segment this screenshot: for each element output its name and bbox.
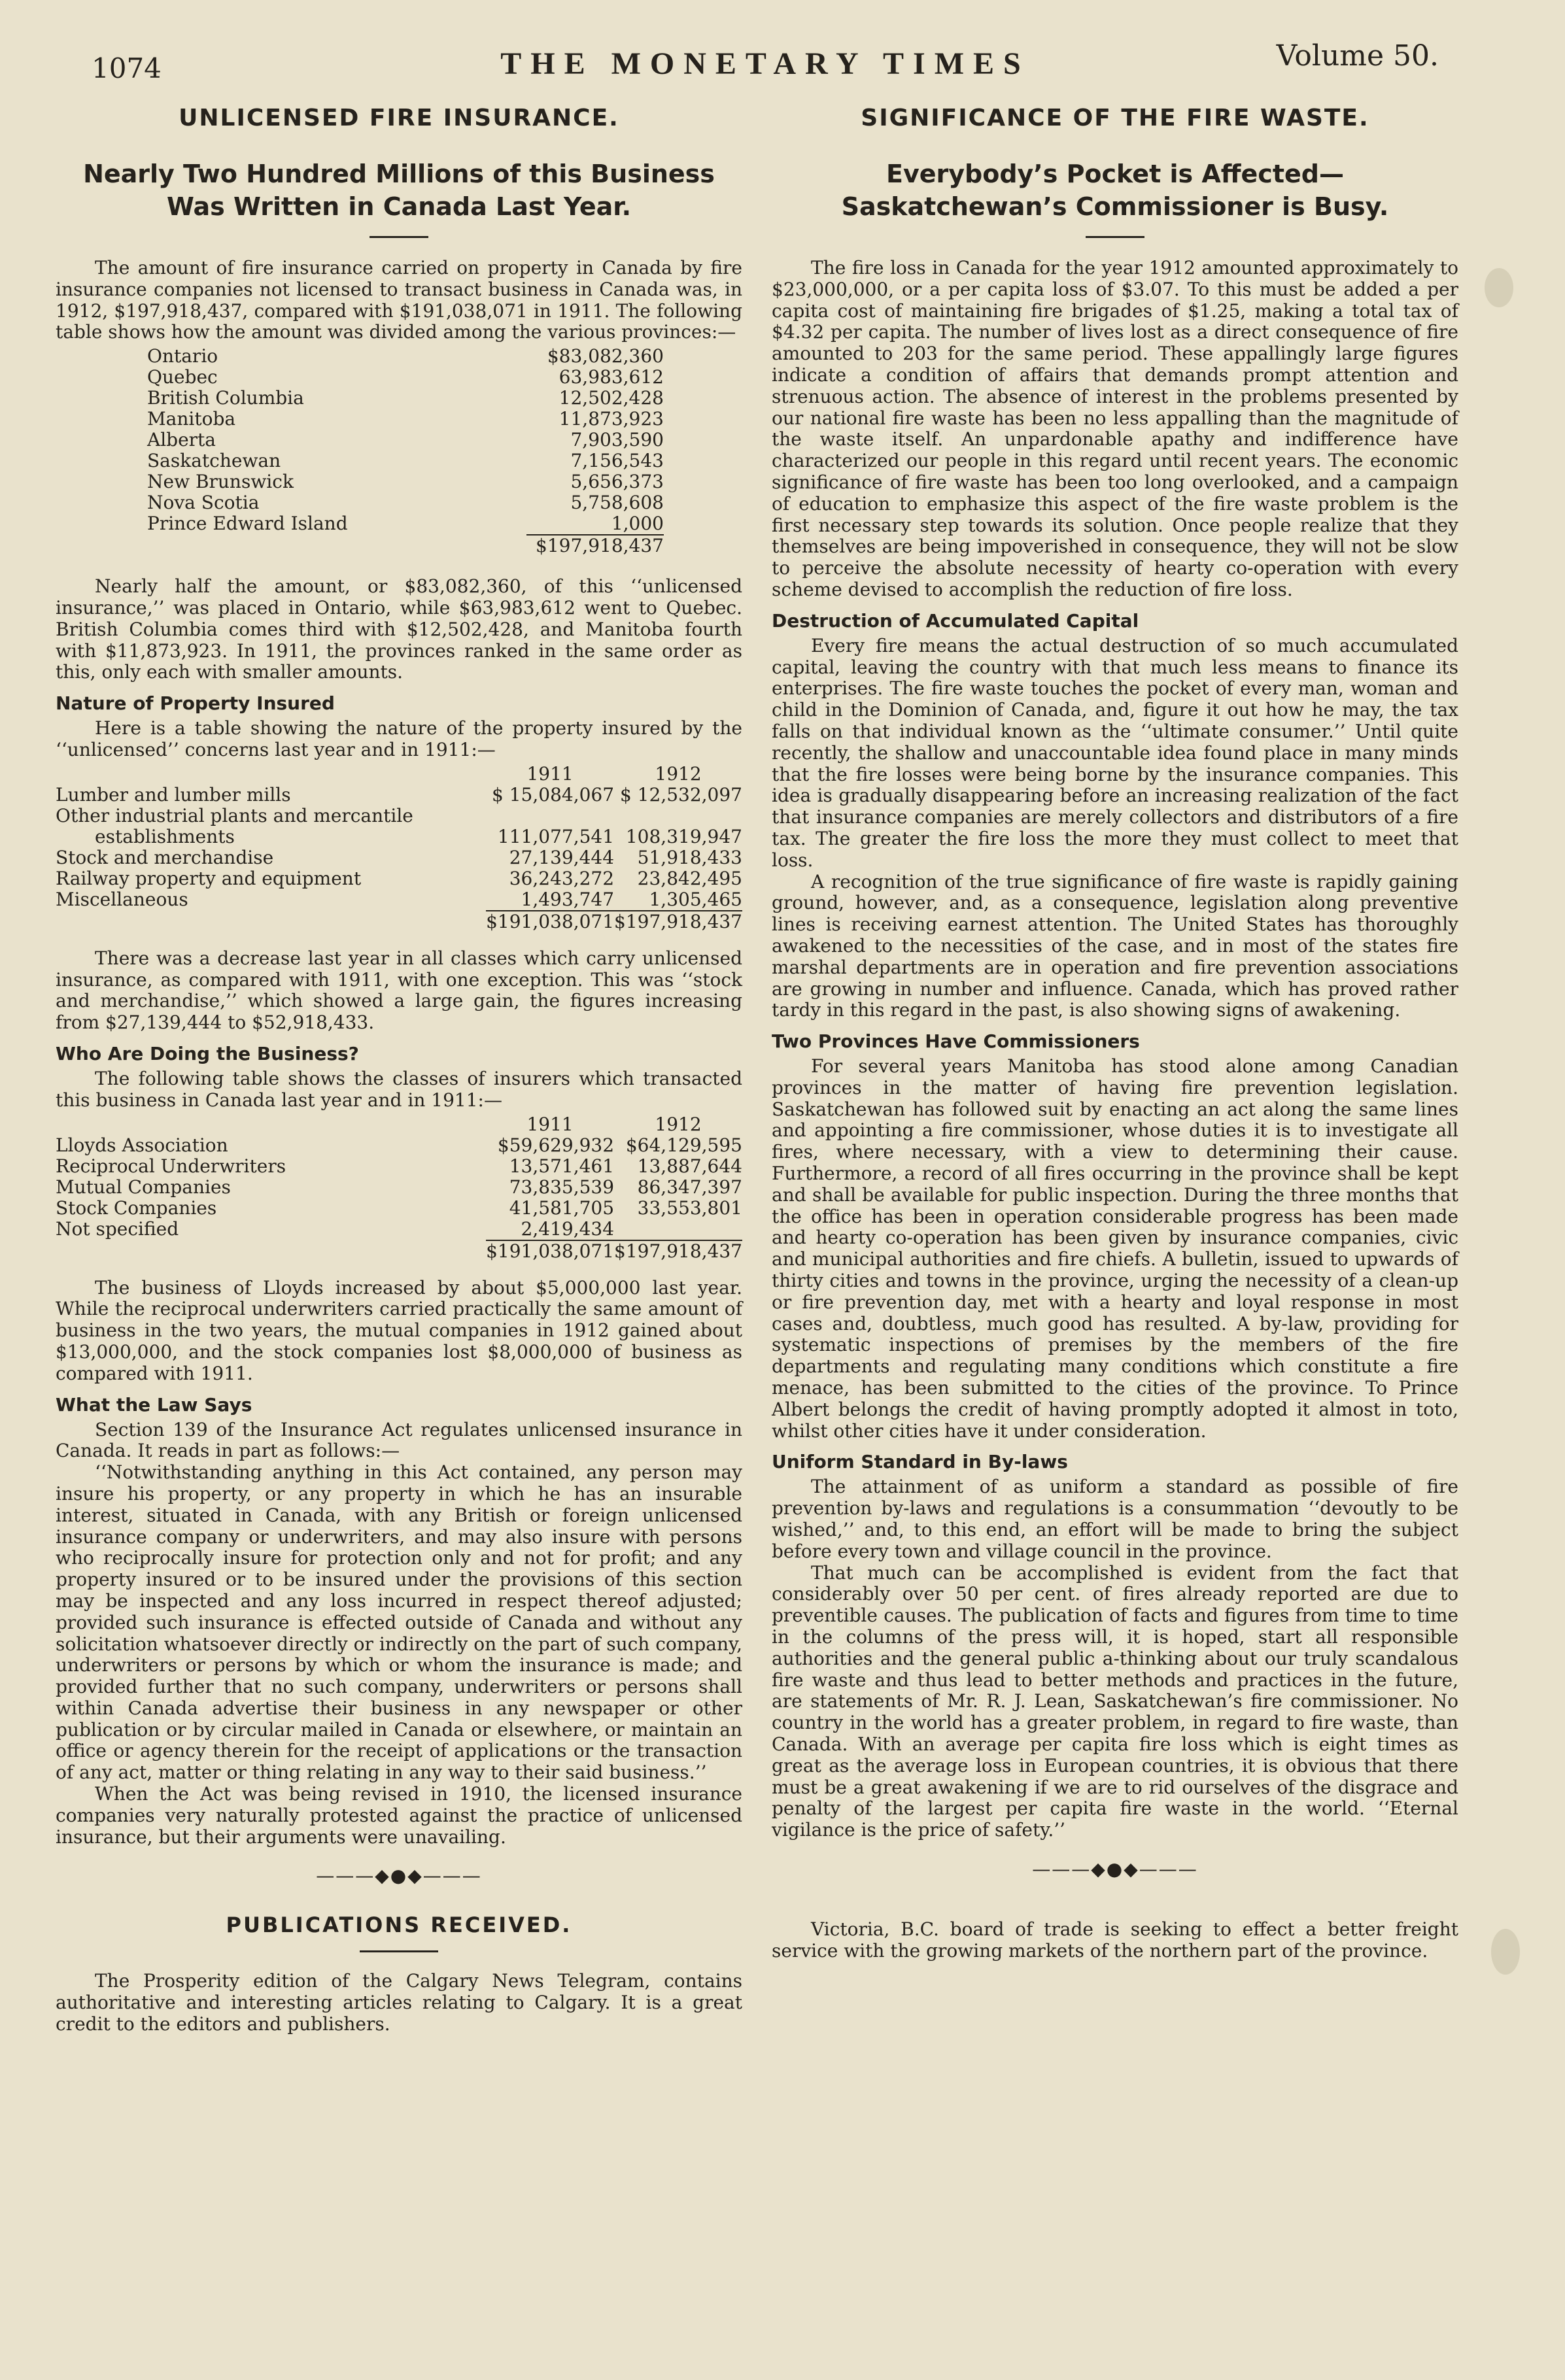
paragraph: The business of Lloyds increased by about $5,000,000 last year. While the reciprocal underwriters carried practically the same amount of business in the two years, the mutual companies in 1912 gained about $13,000,000, and the stock companies lost $8,000,000 of business as compared with 1911.: [56, 1276, 742, 1384]
paper-stain: [1485, 268, 1513, 307]
province-amount: $83,082,360: [547, 345, 664, 367]
property-type: Miscellaneous: [56, 888, 188, 910]
table-row: [56, 1177, 742, 1198]
table-row: [147, 471, 664, 492]
value-1911: 1,493,747: [521, 888, 615, 910]
paragraph: There was a decrease last year in all classes which carry unlicensed insurance, as compared with 1911, with one exception. This was ‘‘stock and merchandise,’’ which showed a large gain, the figures increasing from $27,139,444 to $52,918,433.: [56, 947, 742, 1034]
value-1911: 2,419,434: [521, 1217, 615, 1240]
article-headline: Nearly Two Hundred Millions of this Business Was Written in Canada Last Year.: [83, 160, 715, 221]
paragraph: Victoria, B.C. board of trade is seeking to effect a better freight service with the growing markets of the northern part of the province.: [772, 1918, 1458, 1962]
province-amount: 12,502,428: [559, 387, 664, 409]
section-heading: Nature of Property Insured: [56, 692, 335, 715]
property-type: Stock and merchandise: [56, 846, 274, 868]
table-row: [56, 785, 742, 806]
value-1911: 111,077,541: [497, 825, 615, 847]
section-heading: Who Are Doing the Business?: [56, 1042, 359, 1064]
province-amount: 11,873,923: [559, 408, 664, 430]
value-1912: $64,129,595: [625, 1134, 742, 1156]
value-1912: 23,842,495: [637, 867, 742, 889]
year-header: 1911: [526, 762, 574, 785]
value-1912: [614, 1219, 742, 1240]
page-number: 1074: [92, 52, 162, 84]
section-heading: Destruction of Accumulated Capital: [772, 609, 1139, 632]
table-row: [147, 513, 664, 535]
province-name: Nova Scotia: [147, 492, 260, 514]
nature-total-1911: $191,038,071: [486, 910, 615, 932]
paragraph: A recognition of the true significance of fire waste is rapidly gaining ground, however, and, as a consequence, legislation along preventive lines is receiving earnest attention. The United States has thoroughly awakened to the necessities of the case, and in most of the states fire marshal departments are in operation and fire prevention associations are growing in number and influence. Canada, which has proved rather tardy in this regard in the past, is also showing signs of awakening.: [772, 870, 1458, 1021]
value-1912: 86,347,397: [637, 1176, 742, 1198]
province-amount: 5,656,373: [570, 471, 664, 493]
provinces-table: [147, 346, 664, 556]
paragraph: The attainment of as uniform a standard as possible of fire prevention by-laws and regulations is a consummation ‘‘devoutly to be wished,’’ and, to this end, an effort will be made to bring the subject before every town and village council in the province.: [772, 1476, 1458, 1562]
insurer-class: Reciprocal Underwriters: [56, 1155, 286, 1177]
province-name: Manitoba: [147, 408, 236, 430]
journal-title: THE MONETARY TIMES: [500, 46, 1030, 81]
table-row: [147, 346, 664, 367]
year-header: 1912: [655, 762, 702, 785]
paragraph: Nearly half the amount, or $83,082,360, of this ‘‘unlicensed insurance,’’ was placed in Ontario, while $63,983,612 went to Quebec. British Columbia comes third with $12,502,428, and Manitoba fourth with $11,873,923. In 1911, the provinces ranked in the same order as this, only each with smaller amounts.: [56, 575, 742, 683]
paragraph: That much can be accomplished is evident from the fact that considerably over 50 per cent. of fires already reported are due to preventible causes. The publication of facts and figures from time to time in the columns of the press will, it is hoped, start all responsible authorities and the general public a-thinking about our truly scandalous fire waste and thus lead to better methods and practices in the future, are statements of Mr. R. J. Lean, Saskatchewan’s fire commissioner. No country in the world has a greater problem, in regard to fire waste, than Canada. With an average per capita fire loss which is eight times as great as the average loss in European countries, it is obvious that there must be a great awakening if we are to rid ourselves of the disgrace and penalty of the largest per capita fire waste in the world. ‘‘Eternal vigilance is the price of safety.’’: [772, 1561, 1458, 1841]
province-name: British Columbia: [147, 387, 304, 409]
insurer-class: Mutual Companies: [56, 1176, 231, 1198]
ornament-divider: ———◆●◆———: [1032, 1858, 1198, 1880]
year-header: 1912: [655, 1113, 702, 1135]
province-amount: 1,000: [611, 513, 664, 535]
value-1911: $59,629,932: [497, 1134, 615, 1156]
province-name: Saskatchewan: [147, 450, 281, 472]
article-section-title: SIGNIFICANCE OF THE FIRE WASTE.: [861, 105, 1369, 131]
table-row: [147, 409, 664, 430]
table-row: [147, 492, 664, 513]
province-amount: 63,983,612: [559, 366, 664, 388]
paragraph: Section 139 of the Insurance Act regulates unlicensed insurance in Canada. It reads in part as follows:—: [56, 1418, 742, 1462]
divider: [1086, 236, 1144, 238]
province-amount: 5,758,608: [570, 492, 664, 514]
value-1912: 1,305,465: [649, 888, 742, 910]
paragraph: The Prosperity edition of the Calgary News Telegram, contains authoritative and interesting articles relating to Calgary. It is a great credit to the editors and publishers.: [56, 1970, 742, 2035]
insurer-class: Lloyds Association: [56, 1134, 228, 1156]
year-header: 1911: [526, 1113, 574, 1135]
table-row: [56, 847, 742, 868]
table-row: [56, 1156, 742, 1177]
nature-total-1912: $197,918,437: [614, 910, 742, 932]
nature-table: [56, 764, 742, 932]
ornament-divider: ———◆●◆———: [316, 1865, 482, 1887]
table-row: [147, 388, 664, 409]
provinces-total: $197,918,437: [526, 535, 664, 556]
property-type: Other industrial plants and mercantile: [56, 804, 413, 826]
section-heading: Uniform Standard in By-laws: [772, 1451, 1068, 1473]
paragraph: Here is a table showing the nature of the property insured by the ‘‘unlicensed’’ concerns last year and in 1911:—: [56, 717, 742, 760]
page-header: [92, 39, 1439, 85]
volume-label: Volume 50.: [1276, 39, 1439, 73]
insurer-class: Stock Companies: [56, 1197, 217, 1219]
value-1912: 108,319,947: [625, 825, 742, 847]
paragraph: Every fire means the actual destruction of so much accumulated capital, leaving the country with that much less means to finance its enterprises. The fire waste touches the pocket of every man, woman and child in the Dominion of Canada, and, figure it out how he may, the tax falls on that individual known as the ‘‘ultimate consumer.’’ Until quite recently, the shallow and unaccountable idea found place in many minds that the fire losses were being borne by the insurance companies. This idea is gradually disappearing before an increasing realization of the fact that insurance companies are merely collectors and distributors of a fire tax. The greater the fire loss the more they must collect to meet that loss.: [772, 634, 1458, 871]
value-1912: 33,553,801: [637, 1197, 742, 1219]
value-1912: 51,918,433: [637, 846, 742, 868]
province-amount: 7,156,543: [570, 450, 664, 472]
value-1911: 73,835,539: [509, 1176, 615, 1198]
section-heading: Two Provinces Have Commissioners: [772, 1030, 1140, 1053]
paragraph: The amount of fire insurance carried on property in Canada by fire insurance companies not licensed to transact business in Canada was, in 1912, $197,918,437, compared with $191,038,071 in 1911. The following table shows how the amount was divided among the various provinces:—: [56, 257, 742, 343]
province-name: Prince Edward Island: [147, 513, 348, 535]
property-type: establishments: [95, 825, 235, 847]
province-name: Ontario: [147, 345, 218, 367]
province-name: Alberta: [147, 429, 216, 451]
article-headline: Everybody’s Pocket is Affected—Saskatchewan’s Commissioner is Busy.: [841, 160, 1389, 221]
insurers-table: [56, 1114, 742, 1262]
article-section-title: UNLICENSED FIRE INSURANCE.: [179, 105, 619, 131]
property-type: Railway property and equipment: [56, 867, 362, 889]
table-row: [56, 1135, 742, 1156]
insurers-total-1911: $191,038,071: [486, 1240, 615, 1262]
publications-title: PUBLICATIONS RECEIVED.: [226, 1912, 572, 1938]
value-1911: $ 15,084,067: [492, 783, 615, 806]
table-row: [147, 430, 664, 450]
paragraph: The following table shows the classes of insurers which transacted this business in Canada last year and in 1911:—: [56, 1067, 742, 1111]
insurer-class: Not specified: [56, 1217, 179, 1240]
value-1912: 13,887,644: [637, 1155, 742, 1177]
divider: [360, 1950, 438, 1952]
value-1911: 41,581,705: [509, 1197, 615, 1219]
paragraph: When the Act was being revised in 1910, the licensed insurance companies very naturally protested against the practice of unlicensed insurance, but their arguments were unavailing.: [56, 1783, 742, 1848]
value-1912: [614, 806, 742, 826]
paragraph: The fire loss in Canada for the year 1912 amounted approximately to $23,000,000, or a per capita loss of $3.07. To this must be added a per capita cost of maintaining fire brigades of $1.25, making a total tax of $4.32 per capita. The number of lives lost as a direct consequence of fire amounted to 203 for the same period. These appallingly large figures indicate a condition of affairs that demands prompt attention and strenuous action. The absence of interest in the problems presented by our national fire waste has been no less appalling than the magnitude of the waste itself. An unpardonable apathy and indifference have characterized our people in this regard until recent years. The economic significance of fire waste has been too long overlooked, and a campaign of education to emphasize this aspect of the fire waste problem is the first necessary step towards its solution. Once people realize that they themselves are being impoverished in consequence, they will not be slow to perceive the absolute necessity of hearty co-operation with every scheme devised to accomplish the reduction of fire loss.: [772, 257, 1458, 600]
table-row: [56, 889, 742, 911]
paragraph: For several years Manitoba has stood alone among Canadian provinces in the matter of having fire prevention legislation. Saskatchewan has followed suit by enacting an act along the same lines and appointing a fire commissioner, whose duties it is to investigate all fires, where necessary, with a view to determining their cause. Furthermore, a record of all fires occurring in the province shall be kept and shall be available for public inspection. During the three months that the office has been in operation considerable progress has been made and hearty co-operation has been given by insurance companies, civic and municipal authorities and fire chiefs. A bulletin, issued to upwards of thirty cities and towns in the province, urging the necessity of a clean-up or fire prevention day, met with a hearty and loyal response in most cases and, doubtless, much good has resulted. A by-law, providing for systematic inspections of premises by the members of the fire departments and regulating many conditions which constitute a fire menace, has been submitted to the cities of the province. To Prince Albert belongs the credit of having promptly adopted it almost in toto, whilst other cities have it under consideration.: [772, 1055, 1458, 1442]
table-row: [56, 868, 742, 889]
table-row: [147, 450, 664, 471]
quoted-law: ‘‘Notwithstanding anything in this Act contained, any person may insure his property, or any property in which he has an insurable interest, situated in Canada, with any British or foreign unlicensed insurance company or underwriters, and may also insure with persons who reciprocally insure for protection only and not for profit; and any property insured or to be insured under the provisions of this section may be inspected and any loss incurred in respect thereof adjusted; provided such insurance is effected outside of Canada and without any solicitation whatsoever directly or indirectly on the part of such company, underwriters or persons by which or whom the insurance is made; and provided further that no such company, underwriters or persons shall within Canada advertise their business in any newspaper or other publication or by circular mailed in Canada or elsewhere, or maintain an office or agency therein for the receipt of applications or the transaction of any act, matter or thing relating in any way to their said business.’’: [56, 1461, 742, 1784]
table-row: [56, 1219, 742, 1240]
value-1911: 27,139,444: [509, 846, 615, 868]
province-amount: 7,903,590: [570, 429, 664, 451]
value-1912: $ 12,532,097: [619, 783, 742, 806]
insurers-total-1912: $197,918,437: [614, 1240, 742, 1262]
right-column: [772, 98, 1458, 1962]
property-type: Lumber and lumber mills: [56, 783, 291, 806]
left-column: [56, 98, 742, 2035]
paper-stain: [1491, 1929, 1520, 1975]
divider: [370, 236, 428, 238]
value-1911: 36,243,272: [509, 867, 615, 889]
table-row: [56, 826, 742, 847]
table-row: [147, 367, 664, 388]
province-name: New Brunswick: [147, 471, 294, 493]
table-row: [56, 1198, 742, 1219]
province-name: Quebec: [147, 366, 218, 388]
table-row: [56, 806, 742, 826]
value-1911: [486, 806, 614, 826]
value-1911: 13,571,461: [509, 1155, 615, 1177]
section-heading: What the Law Says: [56, 1393, 252, 1416]
